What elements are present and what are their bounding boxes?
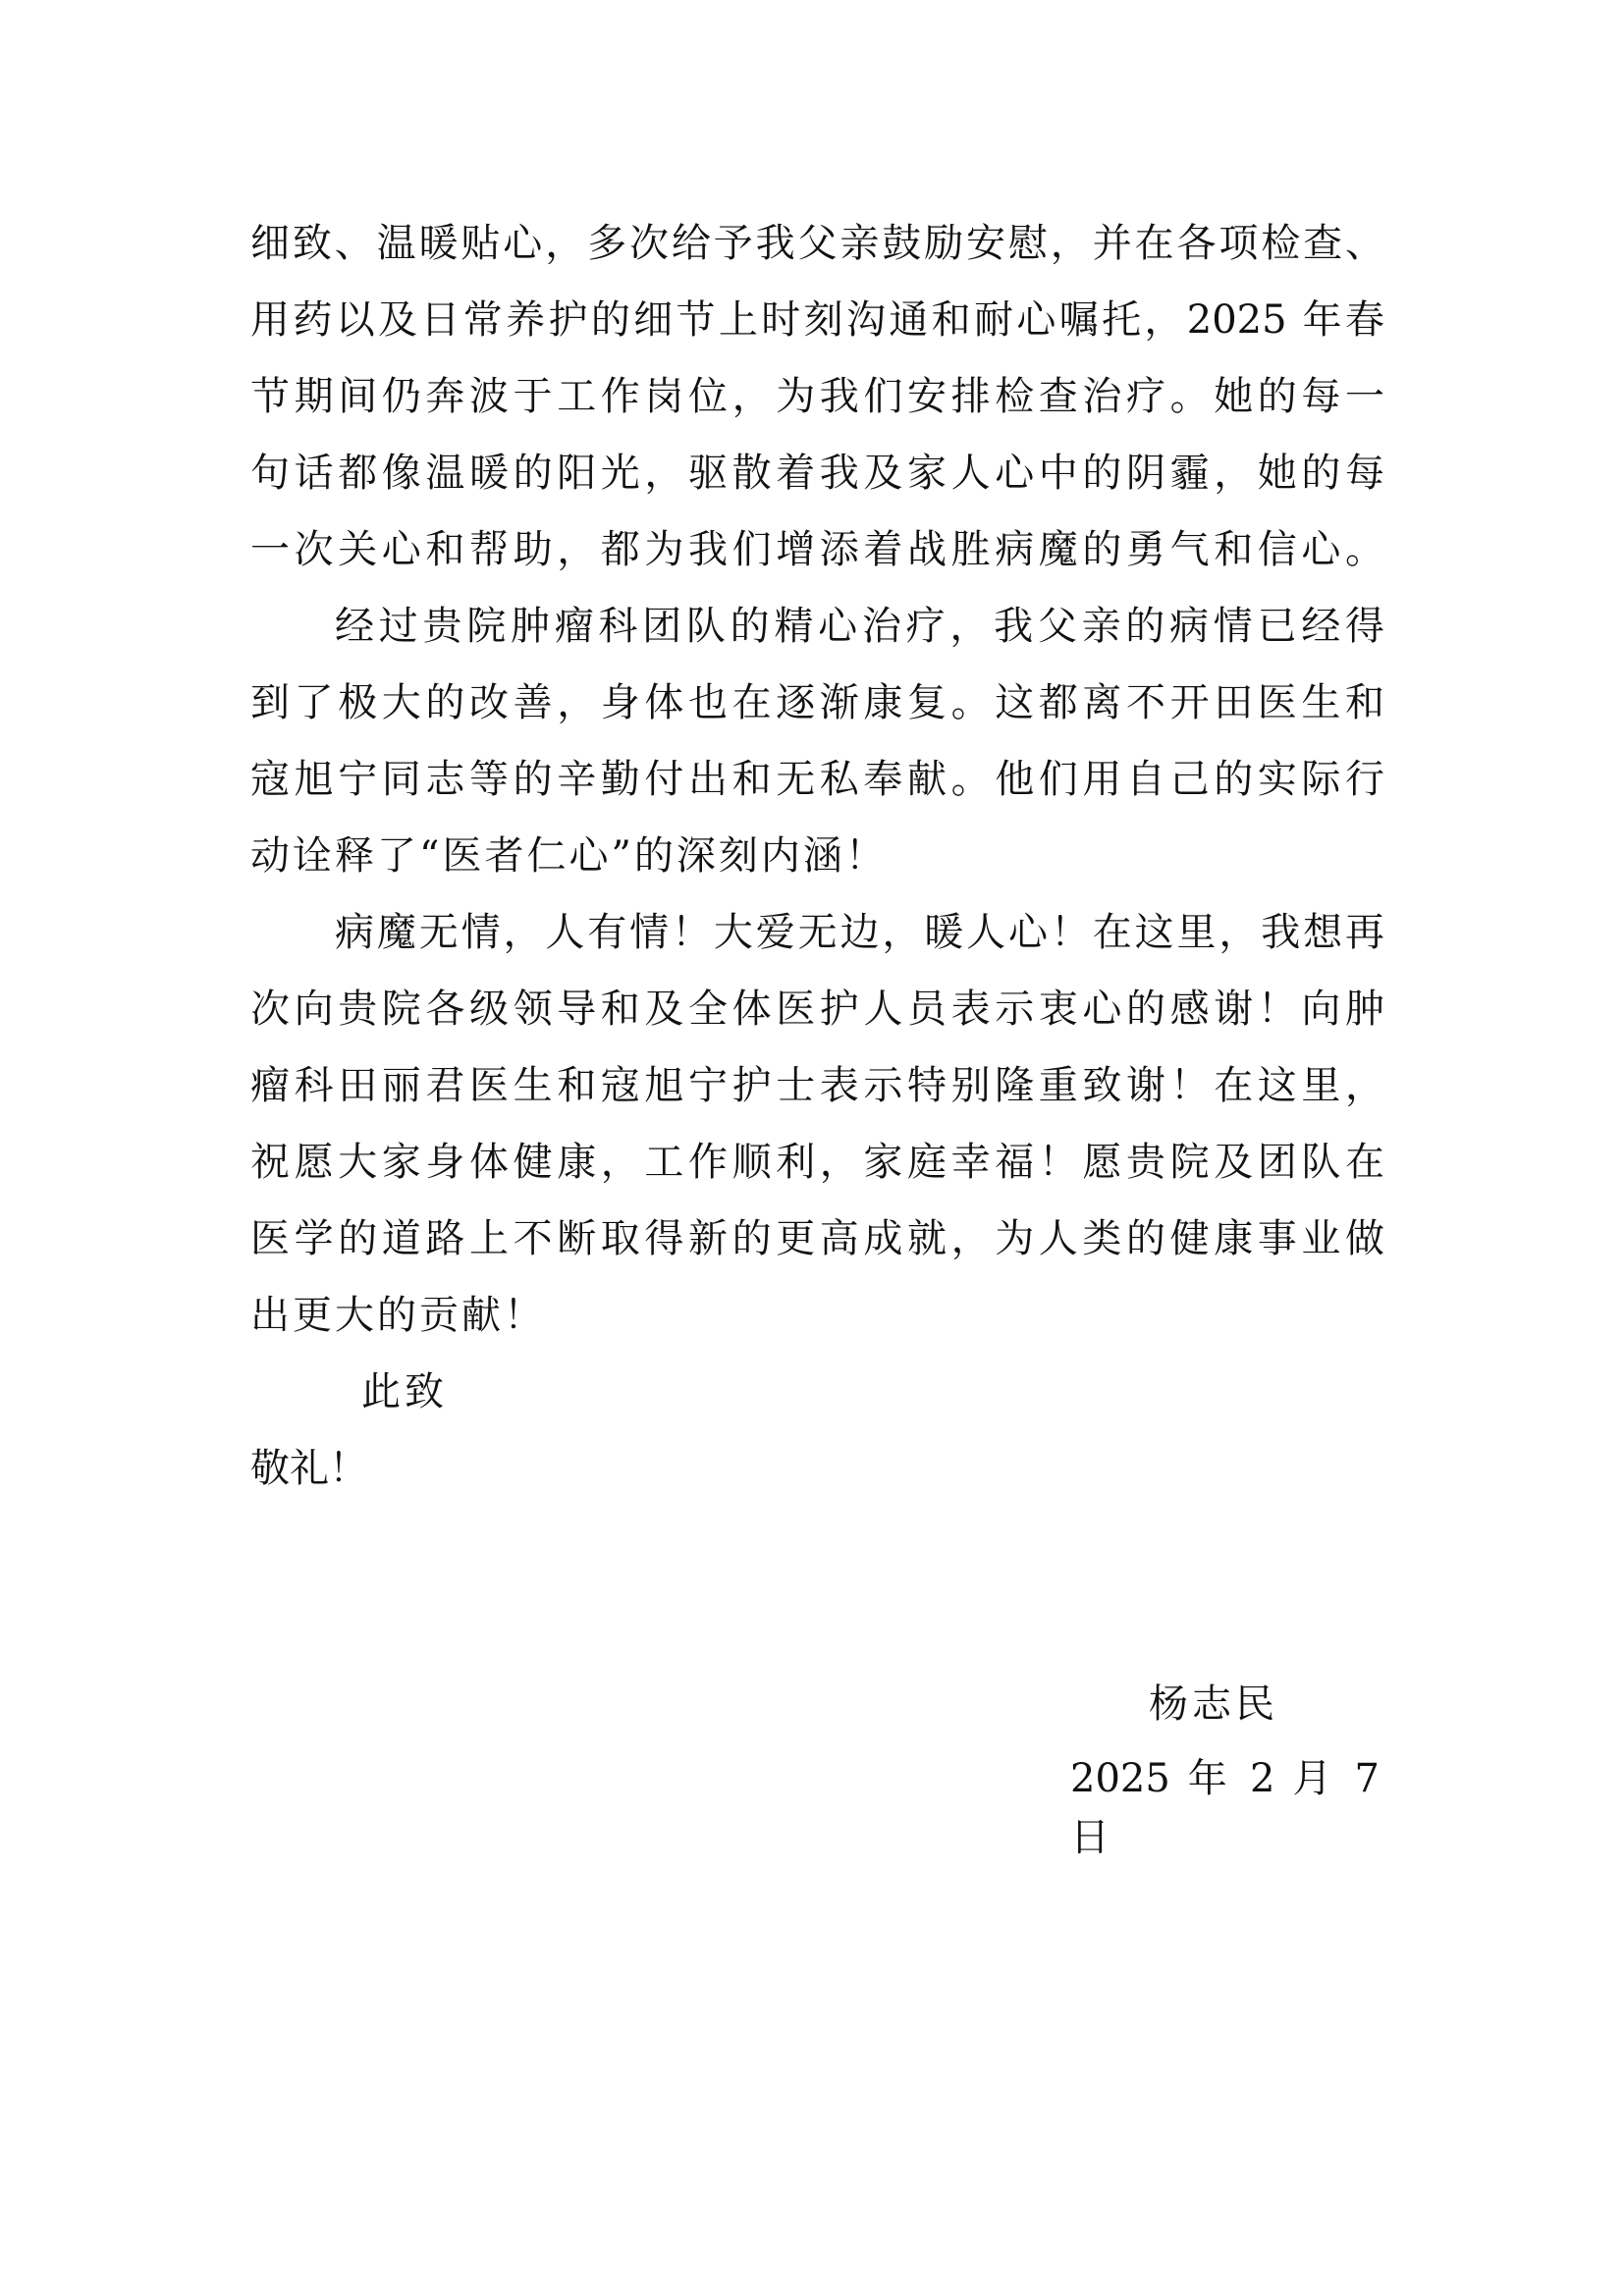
salutation: 敬礼！	[250, 1446, 368, 1491]
closing: 此致	[361, 1369, 448, 1415]
letter-line: 动诠释了“医者仁心”的深刻内涵！	[250, 833, 888, 879]
letter-line: 病魔无情，人有情！大爱无边，暖人心！在这里，我想再	[335, 910, 1384, 955]
letter-line: 瘤科田丽君医生和寇旭宁护士表示特别隆重致谢！在这里，	[250, 1063, 1384, 1108]
letter-line: 细致、温暖贴心，多次给予我父亲鼓励安慰，并在各项检查、	[250, 221, 1384, 266]
letter-line: 祝愿大家身体健康，工作顺利，家庭幸福！愿贵院及团队在	[250, 1140, 1384, 1185]
letter-line: 句话都像温暖的阳光，驱散着我及家人心中的阴霾，她的每	[250, 451, 1384, 496]
letter-line: 一次关心和帮助，都为我们增添着战胜病魔的勇气和信心。	[250, 527, 1384, 572]
letter-line: 经过贵院肿瘤科团队的精心治疗，我父亲的病情已经得	[335, 604, 1384, 649]
letter-line: 次向贵院各级领导和及全体医护人员表示衷心的感谢！向肿	[250, 987, 1384, 1032]
letter-line: 用药以及日常养护的细节上时刻沟通和耐心嘱托，2025 年春	[250, 297, 1384, 343]
letter-line: 医学的道路上不断取得新的更高成就，为人类的健康事业做	[250, 1216, 1384, 1261]
signature: 杨志民	[1149, 1682, 1278, 1727]
letter-line: 节期间仍奔波于工作岗位，为我们安排检查治疗。她的每一	[250, 374, 1384, 419]
letter-line: 寇旭宁同志等的辛勤付出和无私奉献。他们用自己的实际行	[250, 757, 1384, 802]
letter-line: 到了极大的改善，身体也在逐渐康复。这都离不开田医生和	[250, 680, 1384, 725]
date: 2025 年 2 月 7 日	[1070, 1756, 1380, 1860]
letter-line: 出更大的贡献！	[250, 1293, 546, 1338]
